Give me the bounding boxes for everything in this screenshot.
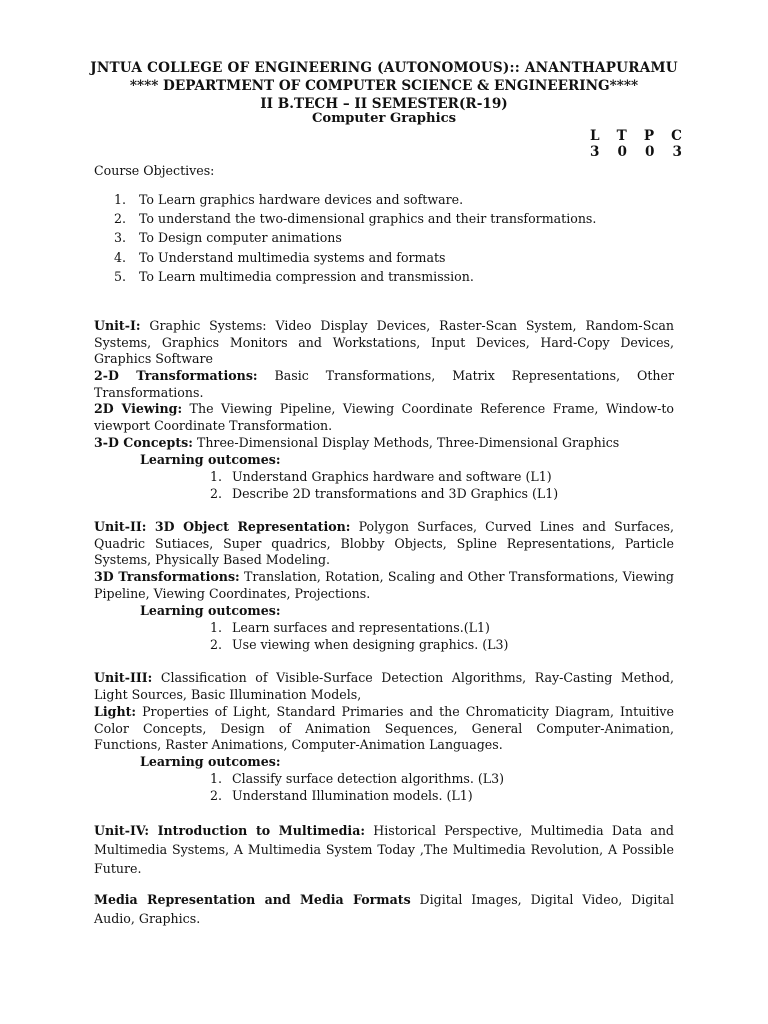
unit3-light <box>94 704 674 754</box>
unit3-outcomes-list <box>210 771 504 805</box>
unit1-outcomes-list <box>210 469 558 503</box>
unit4-text: Historical Perspective, Multimedia Data and Multimedia Systems, A Multimedia System Today ,The Multimedia Revolution, A Possible Future. <box>94 823 674 876</box>
outcome-text: Learn surfaces and representations.(L1) <box>232 620 490 635</box>
credit-value-t: 0 <box>617 144 627 160</box>
unit1-2d-heading: 2-D Transformations: <box>94 368 258 383</box>
outcome-text: Use viewing when designing graphics. (L3) <box>232 637 509 652</box>
outcome-number: 2. <box>210 637 223 652</box>
credit-labels <box>590 128 682 145</box>
unit4-media-heading: Media Representation and Media Formats <box>94 892 411 907</box>
objective-number: 5. <box>114 268 127 284</box>
unit1-3d-heading: 3-D Concepts: <box>94 435 193 450</box>
objective-number: 2. <box>114 211 127 227</box>
credit-value-p: 0 <box>645 144 655 160</box>
unit2-3d-transformations <box>94 569 674 602</box>
objective-item <box>114 269 596 288</box>
unit3-text: Classification of Visible-Surface Detection Algorithms, Ray-Casting Method, Light Sources, Basic Illumination Models, <box>94 670 674 702</box>
outcome-number: 1. <box>210 469 223 484</box>
department-name: **** DEPARTMENT OF COMPUTER SCIENCE & ENGINEERING**** <box>129 78 639 94</box>
credit-label-l: L <box>590 128 600 144</box>
objective-text: To Learn multimedia compression and transmission. <box>139 268 474 284</box>
unit2-3d-text: Translation, Rotation, Scaling and Other Transformations, Viewing Pipeline, Viewing Coordinates, Projections. <box>94 569 674 601</box>
outcome-item <box>210 486 558 503</box>
outcome-text: Understand Graphics hardware and software (L1) <box>232 469 552 484</box>
objective-text: To Learn graphics hardware devices and software. <box>139 192 464 207</box>
unit1-2d-transformations <box>94 368 674 401</box>
objective-text: To Design computer animations <box>139 230 342 246</box>
outcome-number: 2. <box>210 788 223 803</box>
outcome-item <box>210 637 508 654</box>
unit4-multimedia-intro <box>94 821 674 878</box>
unit1-viewing-heading: 2D Viewing: <box>94 401 183 416</box>
course-title: Computer Graphics <box>311 111 457 126</box>
objectives-title: Course Objectives: <box>94 163 215 178</box>
outcome-text: Understand Illumination models. (L1) <box>232 788 473 803</box>
credit-value-c: 3 <box>672 144 682 160</box>
unit3-heading: Unit-III: <box>94 670 153 685</box>
unit1-2d-text: Basic Transformations, Matrix Representations, Other Transformations. <box>94 368 674 400</box>
outcome-number: 1. <box>210 620 223 635</box>
unit1-text: Graphic Systems: Video Display Devices, Raster-Scan System, Random-Scan Systems, Graphics Monitors and Workstations, Input Devices, Hard-Copy Devices, Graphics Software <box>94 318 674 367</box>
outcome-item <box>210 620 508 637</box>
credit-value-l: 3 <box>590 144 600 160</box>
unit1-2d-viewing <box>94 401 674 434</box>
unit4-media-text: Digital Images, Digital Video, Digital Audio, Graphics. <box>94 892 674 926</box>
unit4-heading: Unit-IV: Introduction to Multimedia: <box>94 823 365 838</box>
unit3-light-text: Properties of Light, Standard Primaries and the Chromaticity Diagram, Intuitive Color Concepts, Design of Animation Sequences, General Computer-Animation, Functions, Raster Animations, Computer-Animation Languages. <box>94 704 674 753</box>
unit1-viewing-text: The Viewing Pipeline, Viewing Coordinate Reference Frame, Window-to viewport Coordinate Transformation. <box>94 401 675 433</box>
unit1-outcomes-heading: Learning outcomes: <box>140 452 281 467</box>
unit2-text: Polygon Surfaces, Curved Lines and Surfaces, Quadric Sutiaces, Super quadrics, Blobby Objects, Spline Representations, Particle Systems, Physically Based Modeling. <box>94 519 674 568</box>
objective-text: To understand the two-dimensional graphics and their transformations. <box>139 211 597 227</box>
outcome-item <box>210 771 504 788</box>
outcome-number: 2. <box>210 486 223 501</box>
outcome-text: Classify surface detection algorithms. (L3) <box>232 771 505 786</box>
unit2-outcomes-list <box>210 620 508 654</box>
unit1-3d-concepts <box>94 435 674 452</box>
outcome-item <box>210 788 504 805</box>
unit3-light-heading: Light: <box>94 704 137 719</box>
credit-label-t: T <box>616 128 627 144</box>
objectives-list <box>114 192 596 288</box>
objective-item <box>114 211 596 230</box>
objective-number: 4. <box>114 249 127 265</box>
unit2-object-representation <box>94 519 674 569</box>
unit3-visible-surface <box>94 670 674 703</box>
objective-number: 1. <box>114 192 127 207</box>
credit-values <box>590 144 682 161</box>
credit-label-c: C <box>671 128 682 144</box>
unit1-graphic-systems <box>94 318 674 368</box>
unit2-outcomes-heading: Learning outcomes: <box>140 603 281 618</box>
unit1-3d-text: Three-Dimensional Display Methods, Three-Dimensional Graphics <box>192 435 620 450</box>
outcome-text: Describe 2D transformations and 3D Graphics (L1) <box>232 486 559 501</box>
unit2-3d-heading: 3D Transformations: <box>94 569 240 584</box>
objective-item <box>114 230 596 249</box>
unit1-heading: Unit-I: <box>94 318 141 333</box>
unit3-outcomes-heading: Learning outcomes: <box>140 754 281 769</box>
semester-line: II B.TECH – II SEMESTER(R-19) <box>260 96 508 112</box>
unit2-heading: Unit-II: 3D Object Representation: <box>94 519 351 534</box>
college-name: JNTUA COLLEGE OF ENGINEERING (AUTONOMOUS):: ANANTHAPURAMU <box>90 60 678 76</box>
outcome-item <box>210 469 558 486</box>
objective-number: 3. <box>114 230 127 246</box>
objective-item <box>114 250 596 269</box>
unit4-media-formats <box>94 890 674 928</box>
credit-label-p: P <box>643 128 655 144</box>
objective-item <box>114 192 596 211</box>
outcome-number: 1. <box>210 771 223 786</box>
objective-text: To Understand multimedia systems and formats <box>139 249 446 265</box>
